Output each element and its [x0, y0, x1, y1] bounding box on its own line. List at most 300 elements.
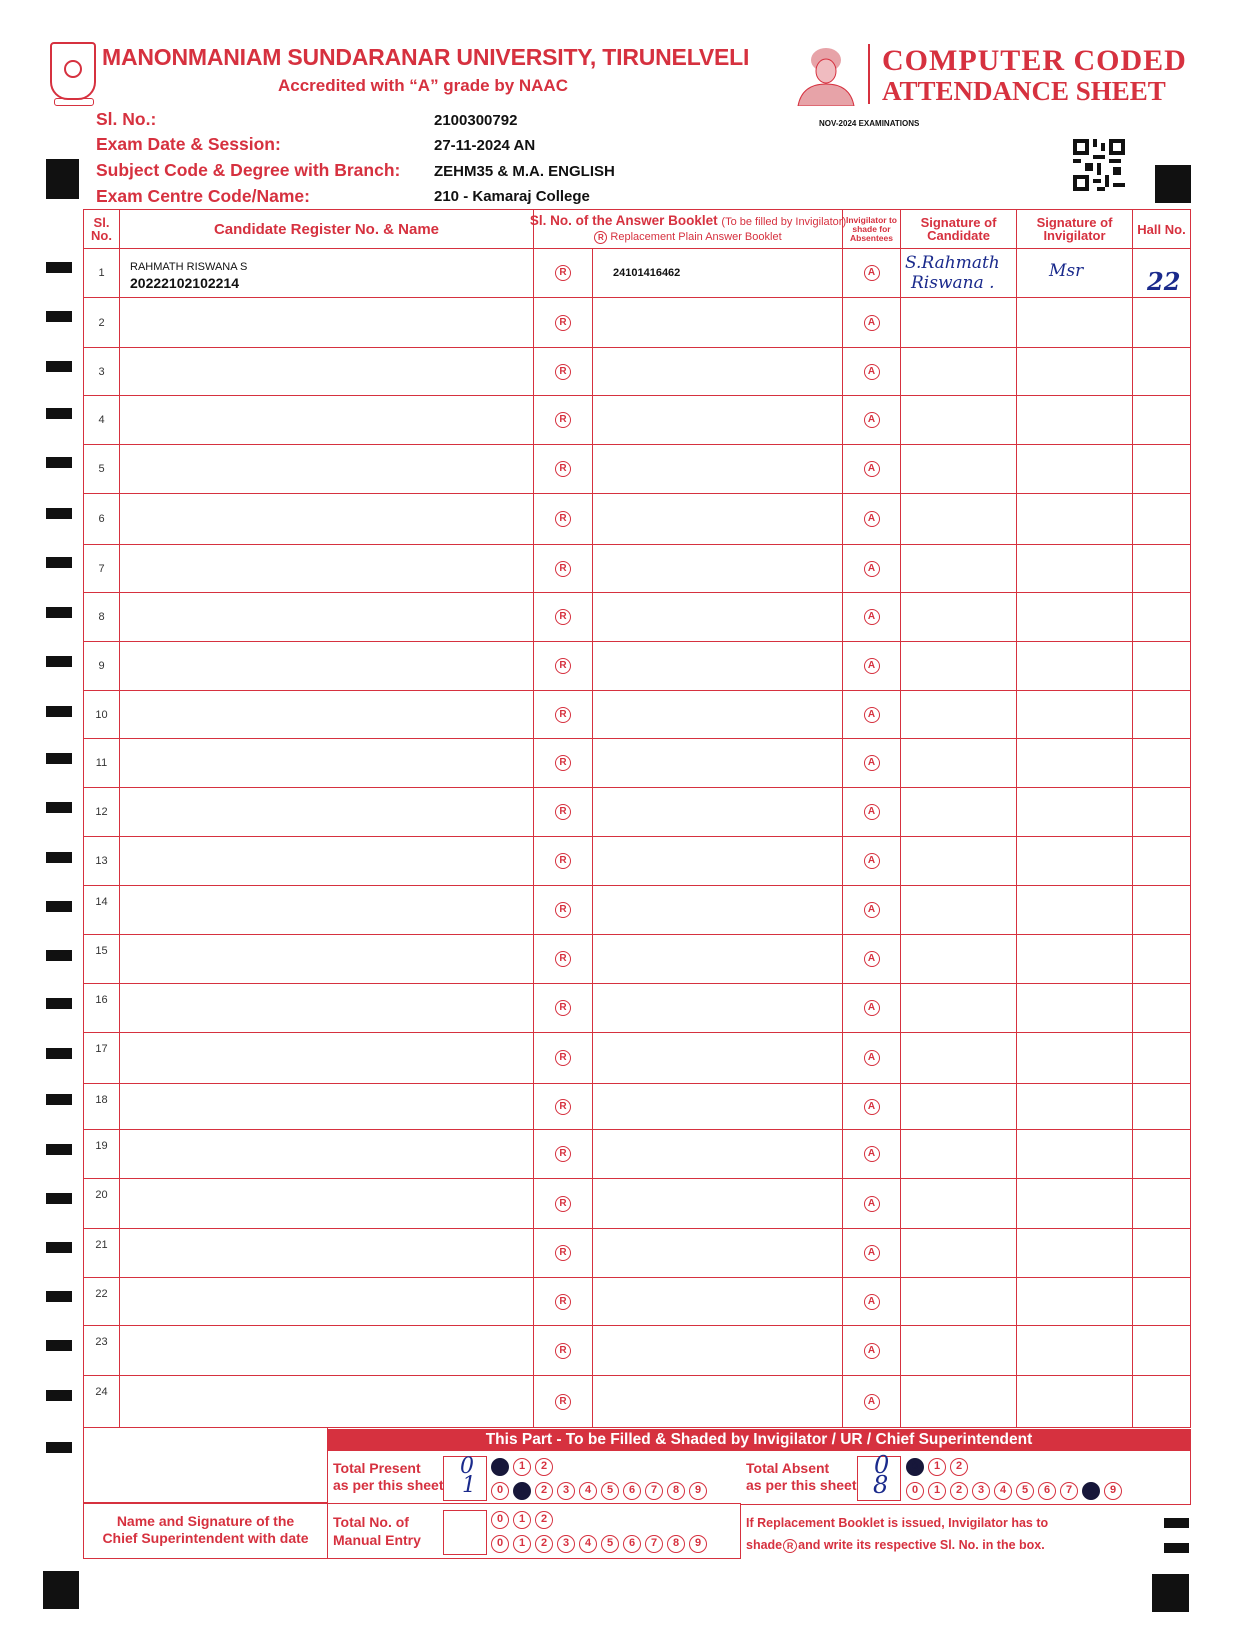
digit-bubble[interactable]: 9 — [689, 1482, 707, 1500]
cell-sig-candidate[interactable] — [901, 298, 1017, 347]
absent-bubble[interactable]: A — [864, 265, 880, 281]
digit-bubble[interactable]: 1 — [513, 1511, 531, 1529]
absent-bubble[interactable]: A — [864, 658, 880, 674]
absent-bubble[interactable]: A — [864, 804, 880, 820]
cell-sig-candidate[interactable] — [901, 642, 1017, 690]
meta-label-subject: Subject Code & Degree with Branch: — [96, 160, 401, 180]
cell-candidate — [120, 886, 534, 934]
cell-hall[interactable] — [1133, 396, 1190, 444]
table-row — [84, 396, 1190, 445]
cell-sig-invigilator[interactable] — [1017, 593, 1133, 641]
digit-bubble[interactable]: 6 — [1038, 1482, 1056, 1500]
replacement-bubble[interactable]: R — [555, 1196, 571, 1212]
timing-mark — [46, 557, 72, 568]
timing-mark — [46, 1048, 72, 1059]
digit-bubble[interactable]: 2 — [535, 1482, 553, 1500]
cell-hall[interactable] — [1133, 348, 1190, 395]
cell-sig-candidate[interactable] — [901, 1033, 1017, 1083]
digit-bubble[interactable]: 3 — [557, 1535, 575, 1553]
cell-replacement[interactable] — [534, 984, 593, 1032]
digit-bubble[interactable]: 6 — [623, 1535, 641, 1553]
cell-replacement[interactable] — [534, 1278, 593, 1325]
cell-hall[interactable] — [1133, 1033, 1190, 1083]
manual-digit-box[interactable] — [443, 1510, 487, 1555]
cell-hall[interactable] — [1133, 837, 1190, 885]
cell-sig-invigilator[interactable] — [1017, 1084, 1133, 1129]
cell-absent[interactable] — [843, 1326, 901, 1375]
cell-hall[interactable] — [1133, 1229, 1190, 1277]
cell-hall[interactable] — [1133, 788, 1190, 836]
row-sl-no: 20 — [95, 1189, 108, 1201]
cell-replacement[interactable] — [534, 1084, 593, 1129]
row-sl-no: 22 — [95, 1288, 108, 1300]
digit-bubble[interactable]: 4 — [994, 1482, 1012, 1500]
cell-booklet[interactable] — [593, 886, 843, 934]
cell-candidate — [120, 1084, 534, 1129]
cell-hall[interactable] — [1133, 445, 1190, 493]
cell-absent[interactable] — [843, 642, 901, 690]
cell-sig-invigilator[interactable] — [1017, 1179, 1133, 1228]
cell-sig-invigilator[interactable] — [1017, 494, 1133, 544]
cell-absent[interactable] — [843, 788, 901, 836]
chief-label-1: Name and Signature of the — [116, 1513, 295, 1529]
digit-bubble[interactable]: 0 — [491, 1535, 509, 1553]
header-absentee: Invigilator to shade for Absentees — [843, 210, 901, 248]
cell-absent[interactable] — [843, 249, 901, 297]
digit-bubble[interactable]: 1 — [513, 1535, 531, 1553]
cell-sig-invigilator[interactable] — [1017, 249, 1133, 297]
table-row — [84, 545, 1190, 593]
cell-candidate — [120, 1326, 534, 1375]
cell-candidate — [120, 1179, 534, 1228]
replacement-bubble[interactable]: R — [555, 1343, 571, 1359]
header-slno: Sl. No. — [84, 210, 120, 248]
cell-sig-candidate[interactable] — [901, 1130, 1017, 1178]
cell-booklet[interactable] — [593, 396, 843, 444]
cell-hall[interactable] — [1133, 642, 1190, 690]
cell-hall[interactable] — [1133, 739, 1190, 787]
cell-replacement[interactable] — [534, 739, 593, 787]
replacement-bubble[interactable]: R — [555, 1099, 571, 1115]
cell-sig-candidate[interactable] — [901, 494, 1017, 544]
digit-bubble[interactable]: 7 — [645, 1535, 663, 1553]
cell-booklet[interactable] — [593, 298, 843, 347]
cell-booklet[interactable] — [593, 1033, 843, 1083]
cell-sig-invigilator[interactable] — [1017, 1130, 1133, 1178]
digit-bubble[interactable]: 0 — [906, 1482, 924, 1500]
hall-number: 22 — [1147, 267, 1181, 296]
cell-booklet[interactable] — [593, 739, 843, 787]
cell-absent[interactable] — [843, 298, 901, 347]
cell-sig-candidate[interactable] — [901, 1229, 1017, 1277]
absent-bubble[interactable]: A — [864, 412, 880, 428]
cell-booklet[interactable] — [593, 1376, 843, 1427]
digit-bubble[interactable]: 2 — [535, 1458, 553, 1476]
cell-hall[interactable] — [1133, 886, 1190, 934]
row-sl-no: 2 — [98, 316, 105, 329]
cell-hall[interactable] — [1133, 1084, 1190, 1129]
cell-slno — [84, 935, 120, 983]
cell-booklet[interactable] — [593, 1179, 843, 1228]
cell-absent[interactable] — [843, 545, 901, 592]
digit-bubble[interactable]: 3 — [972, 1482, 990, 1500]
cell-sig-candidate[interactable] — [901, 1376, 1017, 1427]
replacement-bubble[interactable]: R — [555, 364, 571, 380]
row-sl-no: 6 — [98, 513, 105, 525]
digit-bubble[interactable]: 0 — [906, 1458, 924, 1476]
cell-replacement[interactable] — [534, 1033, 593, 1083]
cell-hall[interactable] — [1133, 691, 1190, 738]
row-sl-no: 5 — [98, 463, 105, 475]
cell-replacement[interactable] — [534, 1326, 593, 1375]
cell-sig-invigilator[interactable] — [1017, 837, 1133, 885]
cell-slno — [84, 1179, 120, 1228]
absent-bubble[interactable]: A — [864, 1146, 880, 1162]
table-row — [84, 1326, 1190, 1376]
table-row — [84, 1179, 1190, 1229]
timing-mark — [46, 753, 72, 764]
digit-bubble[interactable]: 2 — [535, 1535, 553, 1553]
cell-sig-candidate[interactable] — [901, 249, 1017, 297]
cell-absent[interactable] — [843, 494, 901, 544]
timing-mark — [46, 998, 72, 1009]
cell-replacement[interactable] — [534, 886, 593, 934]
digit-bubble[interactable]: 1 — [513, 1482, 531, 1500]
cell-replacement[interactable] — [534, 396, 593, 444]
absent-bubble[interactable]: A — [864, 1245, 880, 1261]
cell-absent[interactable] — [843, 1376, 901, 1427]
digit-bubble[interactable]: 7 — [645, 1482, 663, 1500]
cell-sig-candidate[interactable] — [901, 1278, 1017, 1325]
digit-bubble[interactable]: 2 — [950, 1458, 968, 1476]
cell-replacement[interactable] — [534, 642, 593, 690]
corner-mark — [43, 1571, 79, 1609]
replacement-bubble[interactable]: R — [555, 853, 571, 869]
absent-units-bubbles — [906, 1482, 1122, 1500]
replacement-bubble[interactable]: R — [555, 1146, 571, 1162]
replacement-bubble[interactable]: R — [555, 265, 571, 281]
replacement-bubble[interactable]: R — [555, 707, 571, 723]
cell-sig-invigilator[interactable] — [1017, 298, 1133, 347]
row-sl-no: 21 — [95, 1239, 108, 1251]
digit-bubble[interactable]: 1 — [928, 1482, 946, 1500]
cell-sig-candidate[interactable] — [901, 788, 1017, 836]
cell-sig-invigilator[interactable] — [1017, 642, 1133, 690]
cell-absent[interactable] — [843, 1229, 901, 1277]
replacement-bubble[interactable]: R — [555, 315, 571, 331]
candidate-signature-line1: S.Rahmath — [905, 253, 1000, 273]
cell-sig-candidate[interactable] — [901, 886, 1017, 934]
table-row — [84, 935, 1190, 984]
cell-booklet[interactable] — [593, 445, 843, 493]
digit-bubble[interactable]: 1 — [513, 1458, 531, 1476]
cell-hall[interactable] — [1133, 1326, 1190, 1375]
cell-replacement[interactable] — [534, 691, 593, 738]
table-row — [84, 984, 1190, 1033]
cell-sig-candidate[interactable] — [901, 445, 1017, 493]
digit-bubble[interactable]: 4 — [579, 1535, 597, 1553]
replacement-bubble[interactable]: R — [555, 804, 571, 820]
digit-bubble[interactable]: 5 — [601, 1535, 619, 1553]
cell-sig-candidate[interactable] — [901, 593, 1017, 641]
cell-replacement[interactable] — [534, 1179, 593, 1228]
replacement-bubble[interactable]: R — [555, 1050, 571, 1066]
replacement-bubble[interactable]: R — [555, 412, 571, 428]
cell-slno — [84, 445, 120, 493]
digit-bubble[interactable]: 2 — [950, 1482, 968, 1500]
cell-sig-invigilator[interactable] — [1017, 1376, 1133, 1427]
absent-bubble[interactable]: A — [864, 755, 880, 771]
cell-replacement[interactable] — [534, 1229, 593, 1277]
replacement-bubble[interactable]: R — [555, 951, 571, 967]
table-header — [84, 210, 1190, 249]
timing-mark — [46, 950, 72, 961]
cell-absent[interactable] — [843, 984, 901, 1032]
cell-booklet[interactable] — [593, 1326, 843, 1375]
manual-entry-label-2: Manual Entry — [333, 1532, 421, 1548]
cell-replacement[interactable] — [534, 545, 593, 592]
absent-bubble[interactable]: A — [864, 853, 880, 869]
replacement-bubble[interactable]: R — [555, 755, 571, 771]
cell-booklet[interactable] — [593, 788, 843, 836]
cell-absent[interactable] — [843, 593, 901, 641]
digit-bubble[interactable]: 0 — [491, 1511, 509, 1529]
absent-bubble[interactable]: A — [864, 461, 880, 477]
cell-replacement[interactable] — [534, 837, 593, 885]
header-booklet-replacement: Replacement Plain Answer Booklet — [610, 231, 782, 243]
digit-bubble[interactable]: 9 — [1104, 1482, 1122, 1500]
cell-absent[interactable] — [843, 396, 901, 444]
cell-replacement[interactable] — [534, 1376, 593, 1427]
cell-absent[interactable] — [843, 837, 901, 885]
absent-bubble[interactable]: A — [864, 561, 880, 577]
cell-replacement[interactable] — [534, 788, 593, 836]
digit-bubble[interactable]: 8 — [667, 1535, 685, 1553]
cell-booklet[interactable] — [593, 984, 843, 1032]
replacement-bubble[interactable]: R — [555, 609, 571, 625]
replacement-note-2a: shade — [746, 1538, 783, 1552]
cell-booklet[interactable] — [593, 1278, 843, 1325]
cell-booklet[interactable] — [593, 837, 843, 885]
cell-replacement[interactable] — [534, 494, 593, 544]
absent-bubble[interactable]: A — [864, 1099, 880, 1115]
absent-bubble[interactable]: A — [864, 1294, 880, 1310]
total-present-label-2: as per this sheet — [333, 1477, 444, 1493]
cell-slno — [84, 739, 120, 787]
cell-booklet[interactable] — [593, 494, 843, 544]
absent-bubble[interactable]: A — [864, 1000, 880, 1016]
absent-bubble[interactable]: A — [864, 609, 880, 625]
digit-bubble[interactable]: 7 — [1060, 1482, 1078, 1500]
cell-absent[interactable] — [843, 1130, 901, 1178]
absent-digit-tens: 0 — [874, 1451, 890, 1479]
cell-replacement[interactable] — [534, 445, 593, 493]
cell-absent[interactable] — [843, 1033, 901, 1083]
timing-mark — [46, 1094, 72, 1105]
cell-absent[interactable] — [843, 935, 901, 983]
cell-sig-invigilator[interactable] — [1017, 396, 1133, 444]
cell-hall[interactable] — [1133, 1278, 1190, 1325]
cell-sig-invigilator[interactable] — [1017, 1278, 1133, 1325]
cell-sig-invigilator[interactable] — [1017, 445, 1133, 493]
digit-bubble[interactable]: 8 — [667, 1482, 685, 1500]
header-booklet-title: Sl. No. of the Answer Booklet — [529, 213, 718, 228]
cell-hall[interactable] — [1133, 1130, 1190, 1178]
table-row — [84, 1376, 1190, 1427]
digit-bubble[interactable]: 8 — [1082, 1482, 1100, 1500]
timing-mark — [46, 1390, 72, 1401]
cell-absent[interactable] — [843, 1179, 901, 1228]
absent-bubble[interactable]: A — [864, 1394, 880, 1410]
digit-bubble[interactable]: 3 — [557, 1482, 575, 1500]
timing-mark — [46, 1144, 72, 1155]
cell-hall[interactable] — [1133, 984, 1190, 1032]
cell-booklet[interactable] — [593, 348, 843, 395]
replacement-bubble[interactable]: R — [555, 461, 571, 477]
cell-absent[interactable] — [843, 445, 901, 493]
digit-bubble[interactable]: 0 — [491, 1458, 509, 1476]
meta-value-slno: 2100300792 — [434, 112, 518, 129]
digit-bubble[interactable]: 9 — [689, 1535, 707, 1553]
table-row — [84, 739, 1190, 788]
absent-bubble[interactable]: A — [864, 315, 880, 331]
cell-replacement[interactable] — [534, 935, 593, 983]
header-divider — [868, 44, 870, 104]
replacement-bubble[interactable]: R — [555, 902, 571, 918]
cell-hall[interactable] — [1133, 1179, 1190, 1228]
digit-bubble[interactable]: 5 — [1016, 1482, 1034, 1500]
cell-replacement[interactable] — [534, 593, 593, 641]
cell-candidate — [120, 1229, 534, 1277]
cell-hall[interactable] — [1133, 1376, 1190, 1427]
cell-candidate — [120, 396, 534, 444]
absent-bubble[interactable]: A — [864, 1343, 880, 1359]
cell-sig-invigilator[interactable] — [1017, 788, 1133, 836]
cell-slno — [84, 249, 120, 297]
digit-bubble[interactable]: 0 — [491, 1482, 509, 1500]
table-row — [84, 788, 1190, 837]
cell-sig-invigilator[interactable] — [1017, 886, 1133, 934]
cell-sig-invigilator[interactable] — [1017, 545, 1133, 592]
cell-booklet[interactable] — [593, 249, 843, 297]
cell-sig-candidate[interactable] — [901, 691, 1017, 738]
digit-bubble[interactable]: 4 — [579, 1482, 597, 1500]
cell-sig-invigilator[interactable] — [1017, 691, 1133, 738]
cell-candidate — [120, 593, 534, 641]
cell-replacement[interactable] — [534, 298, 593, 347]
absent-bubble[interactable]: A — [864, 951, 880, 967]
absent-bubble[interactable]: A — [864, 902, 880, 918]
cell-sig-candidate[interactable] — [901, 984, 1017, 1032]
timing-mark — [46, 1291, 72, 1302]
cell-sig-candidate[interactable] — [901, 545, 1017, 592]
timing-mark — [46, 361, 72, 372]
cell-hall[interactable] — [1133, 249, 1190, 297]
cell-booklet[interactable] — [593, 691, 843, 738]
replacement-bubble[interactable]: R — [555, 1245, 571, 1261]
accreditation: Accredited with “A” grade by NAAC — [278, 76, 568, 95]
cell-sig-invigilator[interactable] — [1017, 984, 1133, 1032]
cell-absent[interactable] — [843, 739, 901, 787]
cell-sig-candidate[interactable] — [901, 348, 1017, 395]
cell-sig-candidate[interactable] — [901, 935, 1017, 983]
replacement-bubble[interactable]: R — [555, 1000, 571, 1016]
cell-hall[interactable] — [1133, 593, 1190, 641]
cell-slno — [84, 298, 120, 347]
row-sl-no: 17 — [95, 1043, 108, 1055]
absent-bubble[interactable]: A — [864, 364, 880, 380]
digit-bubble[interactable]: 2 — [535, 1511, 553, 1529]
cell-booklet[interactable] — [593, 1084, 843, 1129]
replacement-bubble[interactable]: R — [555, 561, 571, 577]
cell-replacement[interactable] — [534, 348, 593, 395]
cell-hall[interactable] — [1133, 545, 1190, 592]
cell-sig-candidate[interactable] — [901, 396, 1017, 444]
cell-sig-candidate[interactable] — [901, 739, 1017, 787]
cell-booklet[interactable] — [593, 1229, 843, 1277]
absent-bubble[interactable]: A — [864, 1050, 880, 1066]
cell-booklet[interactable] — [593, 642, 843, 690]
cell-sig-candidate[interactable] — [901, 1179, 1017, 1228]
cell-booklet[interactable] — [593, 593, 843, 641]
timing-mark — [46, 508, 72, 519]
digit-bubble[interactable]: 5 — [601, 1482, 619, 1500]
cell-absent[interactable] — [843, 1278, 901, 1325]
cell-slno — [84, 593, 120, 641]
absent-bubble[interactable]: A — [864, 511, 880, 527]
cell-sig-candidate[interactable] — [901, 1326, 1017, 1375]
cell-absent[interactable] — [843, 348, 901, 395]
replacement-bubble[interactable]: R — [555, 658, 571, 674]
cell-slno — [84, 494, 120, 544]
footer-band: This Part - To be Filled & Shaded by Invigilator / UR / Chief Superintendent — [327, 1429, 1191, 1451]
cell-absent[interactable] — [843, 886, 901, 934]
digit-bubble[interactable]: 6 — [623, 1482, 641, 1500]
cell-candidate — [120, 935, 534, 983]
cell-candidate — [120, 298, 534, 347]
cell-sig-candidate[interactable] — [901, 837, 1017, 885]
digit-bubble[interactable]: 1 — [928, 1458, 946, 1476]
cell-booklet[interactable] — [593, 935, 843, 983]
row-sl-no: 8 — [98, 611, 105, 623]
cell-replacement[interactable] — [534, 1130, 593, 1178]
cell-sig-invigilator[interactable] — [1017, 935, 1133, 983]
timing-mark — [46, 607, 72, 618]
absent-bubble[interactable]: A — [864, 1196, 880, 1212]
corner-mark — [46, 159, 79, 199]
replacement-bubble[interactable]: R — [555, 511, 571, 527]
replacement-bubble[interactable]: R — [555, 1394, 571, 1410]
cell-hall[interactable] — [1133, 494, 1190, 544]
cell-hall[interactable] — [1133, 935, 1190, 983]
cell-sig-invigilator[interactable] — [1017, 739, 1133, 787]
cell-booklet[interactable] — [593, 1130, 843, 1178]
cell-replacement[interactable] — [534, 249, 593, 297]
cell-sig-invigilator[interactable] — [1017, 1326, 1133, 1375]
candidate-register-no: 20222102102214 — [130, 275, 240, 291]
cell-hall[interactable] — [1133, 298, 1190, 347]
cell-absent[interactable] — [843, 691, 901, 738]
meta-label-date: Exam Date & Session: — [96, 134, 281, 154]
cell-booklet[interactable] — [593, 545, 843, 592]
replacement-bubble[interactable]: R — [555, 1294, 571, 1310]
cell-absent[interactable] — [843, 1084, 901, 1129]
cell-sig-invigilator[interactable] — [1017, 348, 1133, 395]
cell-sig-invigilator[interactable] — [1017, 1033, 1133, 1083]
absent-bubble[interactable]: A — [864, 707, 880, 723]
cell-sig-candidate[interactable] — [901, 1084, 1017, 1129]
cell-sig-invigilator[interactable] — [1017, 1229, 1133, 1277]
